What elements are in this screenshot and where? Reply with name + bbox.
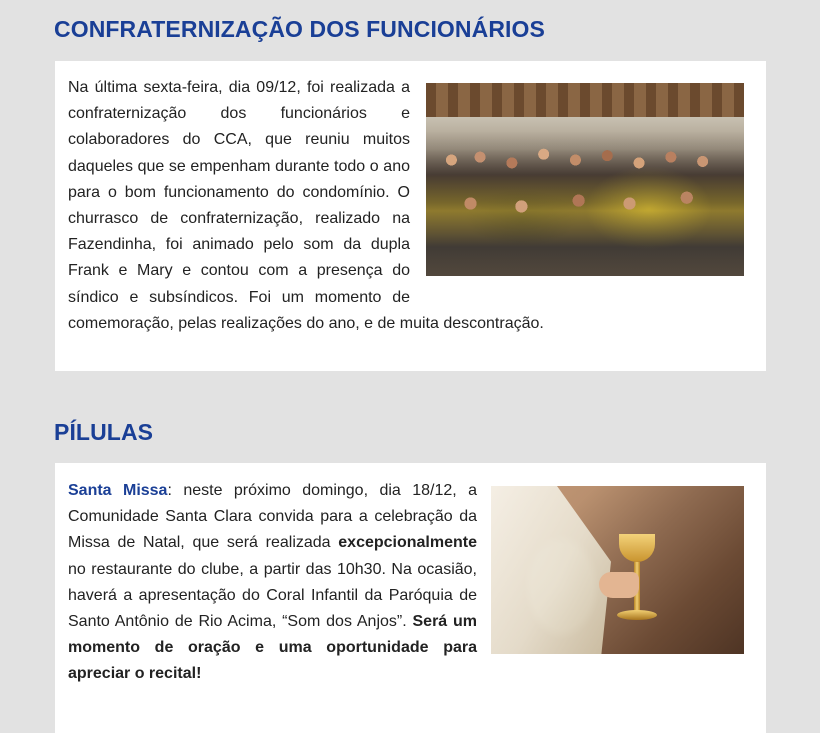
- confraternizacao-card: [55, 61, 766, 371]
- mass-chalice-photo: [491, 486, 744, 654]
- section-title-confraternizacao: CONFRATERNIZAÇÃO DOS FUNCIONÁRIOS: [54, 16, 545, 42]
- photo-chalice-base: [617, 610, 657, 620]
- santa-missa-text-b: no restaurante do clube, a partir das 10h30. Na ocasião, haverá a apresentação do Coral Infantil da Paróquia de Santo Antônio de Rio Acima, “Som dos Anjos”.: [68, 560, 477, 631]
- confraternizacao-text: Na última sexta-feira, dia 09/12, foi realizada a confraternização dos funcionários e colaboradores do CCA, que reuniu muitos daqueles que se empenham durante todo o ano para o bom funcionamento do condomínio. O churrasco de confraternização, realizado na Fazendinha, foi animado pelo som da dupla Frank e Mary e contou com a presença do síndico e subsíndicos. Foi um momento de comemoração, pelas realizações do ano, e de muita descontração.: [68, 79, 544, 332]
- photo-crowd-detail: [426, 131, 744, 276]
- photo-hand-detail: [599, 572, 639, 598]
- santa-missa-label: Santa Missa: [68, 482, 168, 499]
- photo-chalice-cup: [619, 534, 655, 562]
- photo-vestment-detail: [491, 486, 611, 654]
- pilulas-card: [55, 463, 766, 733]
- santa-missa-closing: Será um momento de oração e uma oportunidade para apreciar o recital!: [68, 613, 478, 683]
- santa-missa-text-a: : neste próximo domingo, dia 18/12, a Comunidade Santa Clara convida para a celebração da Missa de Natal, que será realizada: [68, 482, 478, 552]
- santa-missa-emphasis: excepcionalmente: [338, 534, 477, 552]
- section-title-pilulas: PÍLULAS: [54, 419, 154, 445]
- staff-party-photo: [426, 83, 744, 276]
- photo-roof-detail: [426, 83, 744, 117]
